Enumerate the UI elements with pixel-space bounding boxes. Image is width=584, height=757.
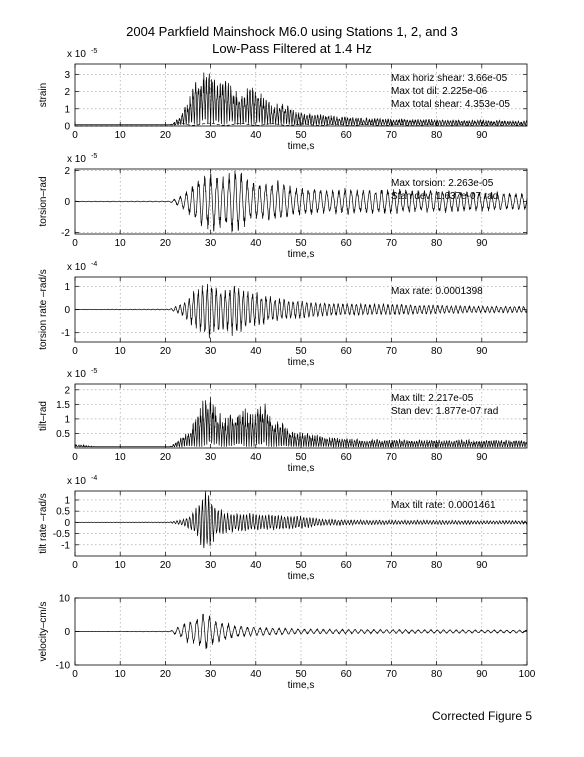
x-tick-label: 70 [385, 669, 397, 680]
y-axis-label: torsion rate –rad/s [38, 269, 49, 350]
x-tick-label: 40 [250, 452, 262, 463]
x-axis-label: time,s [287, 141, 315, 152]
annotation-text: Max total shear: 4.353e-05 [391, 99, 510, 110]
y-tick-label: -0.5 [52, 529, 70, 541]
y-tick-label: 0.5 [56, 428, 70, 440]
annotation-text: Max rate: 0.0001398 [391, 286, 483, 297]
x-tick-label: 80 [431, 560, 443, 571]
x-axis-label: time,s [287, 463, 315, 474]
x-tick-label: 40 [250, 560, 262, 571]
axis-exponent: x 10 [67, 262, 86, 273]
y-axis-label: strain [38, 82, 49, 108]
y-axis-label: torsion–rad [38, 176, 49, 227]
axis-exponent-power: -5 [91, 48, 98, 55]
chart-panel-5 [38, 475, 527, 582]
y-tick-label: -1 [61, 540, 70, 552]
x-tick-label: 40 [250, 669, 262, 680]
x-tick-label: 90 [476, 452, 488, 463]
x-tick-label: 20 [159, 560, 171, 571]
x-tick-label: 30 [205, 452, 217, 463]
y-tick-label: 0 [64, 627, 70, 638]
y-tick-label: 2 [64, 166, 70, 178]
chart-panel-1 [38, 48, 527, 152]
x-tick-label: 60 [340, 238, 352, 249]
y-axis-label: tilt–rad [38, 400, 49, 432]
x-tick-label: 20 [159, 238, 171, 249]
x-tick-label: 50 [295, 452, 307, 463]
axis-exponent: x 10 [67, 49, 86, 60]
y-tick-label: -10 [55, 660, 70, 672]
axis-exponent: x 10 [67, 154, 86, 165]
x-tick-label: 60 [340, 346, 352, 357]
x-tick-label: 0 [72, 452, 78, 463]
y-tick-label: 1 [64, 495, 70, 507]
annotation-text: Max torsion: 2.263e-05 [391, 178, 494, 189]
x-tick-label: 70 [385, 346, 397, 357]
x-tick-label: 80 [431, 238, 443, 249]
annotation-text: Max horiz shear: 3.66e-05 [391, 73, 508, 84]
annotation-text: Max tilt rate: 0.0001461 [391, 500, 496, 511]
x-tick-label: 0 [72, 560, 78, 571]
x-tick-label: 10 [114, 560, 126, 571]
y-tick-label: -1 [61, 328, 70, 340]
x-tick-label: 70 [385, 238, 397, 249]
x-tick-label: 90 [476, 669, 488, 680]
chart-panel-2 [38, 153, 527, 260]
x-tick-label: 90 [476, 130, 488, 141]
x-tick-label: 30 [205, 560, 217, 571]
x-tick-label: 50 [295, 560, 307, 571]
y-tick-label: 0 [64, 305, 70, 316]
x-tick-label: 10 [114, 238, 126, 249]
y-tick-label: 0 [64, 121, 70, 133]
y-tick-label: 1 [64, 414, 70, 426]
annotation-text: Stan dev: 1.637e-07 rad [391, 191, 499, 202]
figure-caption: Corrected Figure 5 [432, 709, 533, 723]
x-tick-label: 40 [250, 346, 262, 357]
x-tick-label: 90 [476, 238, 488, 249]
axis-exponent: x 10 [67, 369, 86, 380]
x-tick-label: 50 [295, 669, 307, 680]
x-tick-label: 70 [385, 130, 397, 141]
x-tick-label: 20 [159, 346, 171, 357]
annotation-text: Max tot dil: 2.225e-06 [391, 86, 488, 97]
y-tick-label: 3 [64, 69, 70, 81]
y-tick-label: 1.5 [56, 399, 70, 411]
x-tick-label: 70 [385, 560, 397, 571]
y-tick-label: 0 [64, 517, 70, 529]
axis-exponent-power: -5 [91, 153, 98, 160]
x-tick-label: 0 [72, 669, 78, 680]
x-tick-label: 80 [431, 452, 443, 463]
x-tick-label: 20 [159, 669, 171, 680]
axis-exponent-power: -4 [91, 475, 98, 482]
x-tick-label: 80 [431, 346, 443, 357]
x-tick-label: 10 [114, 669, 126, 680]
x-tick-label: 30 [205, 669, 217, 680]
x-tick-label: 60 [340, 560, 352, 571]
y-tick-label: 0 [64, 197, 70, 208]
x-tick-label: 50 [295, 346, 307, 357]
x-tick-label: 70 [385, 452, 397, 463]
x-tick-label: 80 [431, 130, 443, 141]
axis-exponent-power: -4 [91, 261, 98, 268]
x-tick-label: 30 [205, 130, 217, 141]
axis-exponent-power: -5 [91, 368, 98, 375]
figure-subtitle: Low-Pass Filtered at 1.4 Hz [212, 41, 372, 56]
y-axis-label: tilt rate –rad/s [38, 493, 49, 554]
x-tick-label: 50 [295, 130, 307, 141]
x-tick-label: 40 [250, 238, 262, 249]
x-axis-label: time,s [287, 571, 315, 582]
chart-panel-6 [38, 594, 536, 692]
x-tick-label: 0 [72, 238, 78, 249]
y-tick-label: 1 [64, 104, 70, 116]
x-tick-label: 90 [476, 560, 488, 571]
x-tick-label: 20 [159, 130, 171, 141]
x-tick-label: 80 [431, 669, 443, 680]
x-tick-label: 60 [340, 669, 352, 680]
x-tick-label: 10 [114, 452, 126, 463]
x-axis-label: time,s [287, 249, 315, 260]
x-tick-label: 10 [114, 130, 126, 141]
x-tick-label: 30 [205, 346, 217, 357]
annotation-text: Stan dev: 1.877e-07 rad [391, 406, 499, 417]
chart-panel-3 [38, 261, 527, 368]
x-tick-label: 60 [340, 130, 352, 141]
x-axis-label: time,s [287, 680, 315, 691]
y-tick-label: 2 [64, 87, 70, 99]
x-tick-label: 100 [518, 669, 536, 680]
y-tick-label: 0.5 [56, 506, 70, 518]
x-tick-label: 0 [72, 346, 78, 357]
chart-panel-4 [38, 368, 527, 474]
y-tick-label: 1 [64, 281, 70, 293]
x-axis-label: time,s [287, 357, 315, 368]
x-tick-label: 0 [72, 130, 78, 141]
y-tick-label: -2 [61, 227, 70, 239]
y-tick-label: 10 [58, 593, 70, 605]
x-tick-label: 10 [114, 346, 126, 357]
x-tick-label: 60 [340, 452, 352, 463]
annotation-text: Max tilt: 2.217e-05 [391, 393, 474, 404]
y-tick-label: 2 [64, 385, 70, 397]
figure-title: 2004 Parkfield Mainshock M6.0 using Stations 1, 2, and 3 [126, 24, 458, 39]
x-tick-label: 50 [295, 238, 307, 249]
axis-exponent: x 10 [67, 476, 86, 487]
x-tick-label: 30 [205, 238, 217, 249]
y-axis-label: velocity–cm/s [38, 601, 49, 662]
x-tick-label: 40 [250, 130, 262, 141]
x-tick-label: 90 [476, 346, 488, 357]
x-tick-label: 20 [159, 452, 171, 463]
